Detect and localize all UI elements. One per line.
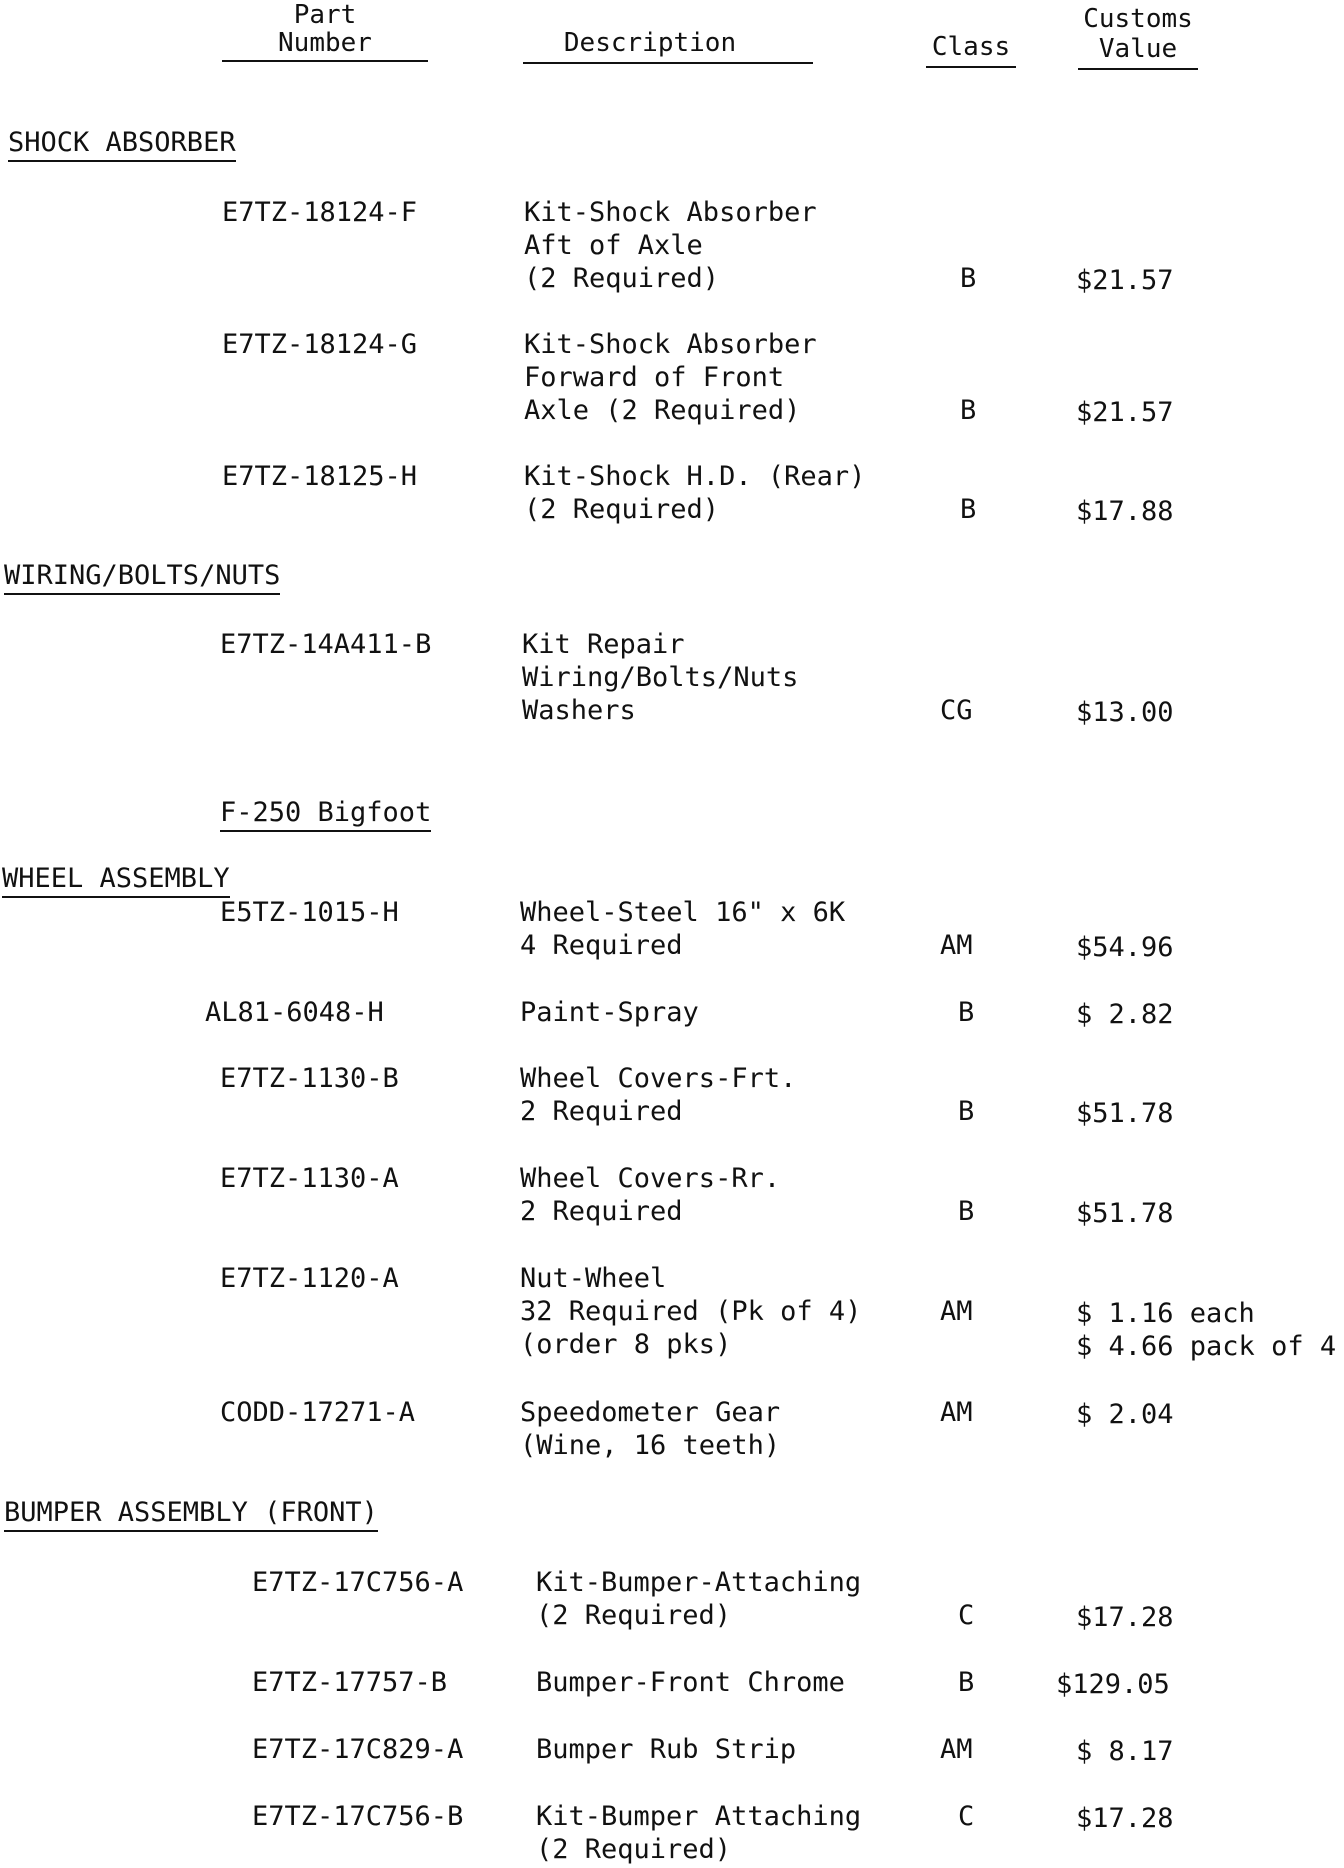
description-line: (2 Required) bbox=[524, 494, 720, 525]
description-line: 2 Required bbox=[520, 1096, 683, 1127]
description bbox=[520, 1062, 796, 1128]
description bbox=[536, 1800, 861, 1866]
description-line: Forward of Front bbox=[524, 362, 785, 393]
description bbox=[520, 996, 699, 1029]
class-header-rule bbox=[926, 66, 1016, 68]
description-line: Nut-Wheel bbox=[520, 1263, 667, 1294]
part-number: E5TZ-1015-H bbox=[220, 897, 399, 928]
description-line: Wheel Covers-Rr. bbox=[520, 1163, 781, 1194]
customs-value-line: $ 4.66 pack of 4 bbox=[1076, 1331, 1337, 1362]
customs-value-line: $17.88 bbox=[1076, 496, 1174, 527]
customs-value-line: $17.28 bbox=[1076, 1602, 1174, 1633]
customs-value-line: $51.78 bbox=[1076, 1098, 1174, 1129]
description-line: Kit Repair bbox=[522, 629, 685, 660]
customs-value bbox=[1076, 1735, 1174, 1768]
customs-value-line: $51.78 bbox=[1076, 1198, 1174, 1229]
part-number-header-line1: Part bbox=[293, 0, 357, 30]
description-line: Kit-Bumper-Attaching bbox=[536, 1567, 862, 1598]
section-heading-wiring: WIRING/BOLTS/NUTS bbox=[4, 559, 280, 595]
class-code: B bbox=[958, 1667, 975, 1698]
customs-value bbox=[1076, 264, 1174, 297]
description bbox=[524, 328, 817, 427]
part-number: E7TZ-14A411-B bbox=[220, 629, 432, 660]
description bbox=[536, 1566, 861, 1632]
description bbox=[524, 460, 865, 526]
description bbox=[536, 1666, 845, 1699]
customs-value-header-line1: Customs bbox=[1083, 4, 1193, 34]
customs-value bbox=[1076, 1197, 1174, 1230]
customs-value bbox=[1076, 998, 1174, 1031]
part-number-header-rule bbox=[222, 60, 428, 62]
part-number: CODD-17271-A bbox=[220, 1397, 416, 1428]
class-code: AM bbox=[940, 930, 973, 961]
description-line: Bumper Rub Strip bbox=[536, 1734, 797, 1765]
description bbox=[520, 1262, 861, 1361]
customs-value-line: $129.05 bbox=[1056, 1669, 1170, 1700]
section-heading-bumper-assembly: BUMPER ASSEMBLY (FRONT) bbox=[4, 1496, 378, 1532]
customs-value-line: $21.57 bbox=[1076, 397, 1174, 428]
part-number: E7TZ-17C756-A bbox=[252, 1567, 464, 1598]
customs-value-line: $ 1.16 each bbox=[1076, 1298, 1255, 1329]
customs-value bbox=[1076, 495, 1174, 528]
description-line: Kit-Shock H.D. (Rear) bbox=[524, 461, 866, 492]
customs-value bbox=[1076, 931, 1174, 964]
class-code: B bbox=[960, 494, 977, 525]
customs-value bbox=[1076, 1097, 1174, 1130]
class-code: C bbox=[958, 1600, 975, 1631]
description bbox=[524, 196, 817, 295]
customs-value-header-line2: Value bbox=[1098, 34, 1178, 64]
description-line: (2 Required) bbox=[524, 263, 720, 294]
description-line: 32 Required (Pk of 4) bbox=[520, 1296, 862, 1327]
description-line: Axle (2 Required) bbox=[524, 395, 801, 426]
customs-value bbox=[1076, 1802, 1174, 1835]
description-line: 2 Required bbox=[520, 1196, 683, 1227]
description-line: Washers bbox=[522, 695, 636, 726]
description bbox=[520, 1162, 780, 1228]
description-line: Bumper-Front Chrome bbox=[536, 1667, 845, 1698]
class-code: B bbox=[958, 1196, 975, 1227]
description bbox=[522, 628, 798, 727]
customs-value-line: $21.57 bbox=[1076, 265, 1174, 296]
customs-value-line: $17.28 bbox=[1076, 1803, 1174, 1834]
description bbox=[520, 896, 845, 962]
customs-value bbox=[1076, 1297, 1336, 1363]
description bbox=[520, 1396, 780, 1462]
description bbox=[536, 1733, 796, 1766]
description-line: (2 Required) bbox=[536, 1834, 732, 1865]
customs-value bbox=[1076, 396, 1174, 429]
section-heading-wheel-assembly: WHEEL ASSEMBLY bbox=[2, 862, 230, 898]
part-number: E7TZ-17757-B bbox=[252, 1667, 448, 1698]
description-line: (2 Required) bbox=[536, 1600, 732, 1631]
part-number: E7TZ-1120-A bbox=[220, 1263, 399, 1294]
customs-value-line: $ 8.17 bbox=[1076, 1736, 1174, 1767]
part-number: E7TZ-17C756-B bbox=[252, 1801, 464, 1832]
description-line: Speedometer Gear bbox=[520, 1397, 781, 1428]
description-header-rule bbox=[523, 62, 813, 64]
description-line: Kit-Bumper Attaching bbox=[536, 1801, 862, 1832]
customs-value bbox=[1076, 696, 1174, 729]
part-number: AL81-6048-H bbox=[205, 997, 384, 1028]
class-code: B bbox=[958, 997, 975, 1028]
class-code: B bbox=[958, 1096, 975, 1127]
description-line: Paint-Spray bbox=[520, 997, 699, 1028]
class-code: AM bbox=[940, 1296, 973, 1327]
customs-value-header-rule bbox=[1078, 68, 1198, 70]
part-number: E7TZ-1130-A bbox=[220, 1163, 399, 1194]
class-header: Class bbox=[931, 32, 1011, 62]
part-number: E7TZ-17C829-A bbox=[252, 1734, 464, 1765]
class-code: B bbox=[960, 263, 977, 294]
customs-value-line: $ 2.04 bbox=[1076, 1399, 1174, 1430]
customs-value bbox=[1076, 1398, 1174, 1431]
section-heading-shock-absorber: SHOCK ABSORBER bbox=[8, 126, 236, 162]
customs-value bbox=[1056, 1668, 1170, 1701]
description-header: Description bbox=[563, 28, 737, 58]
description-line: Aft of Axle bbox=[524, 230, 703, 261]
class-code: C bbox=[958, 1801, 975, 1832]
part-number: E7TZ-18125-H bbox=[222, 461, 418, 492]
class-code: AM bbox=[940, 1734, 973, 1765]
customs-value bbox=[1076, 1601, 1174, 1634]
customs-value-line: $13.00 bbox=[1076, 697, 1174, 728]
part-number: E7TZ-18124-G bbox=[222, 329, 418, 360]
part-number-header-line2: Number bbox=[278, 28, 372, 58]
class-code: CG bbox=[940, 695, 973, 726]
part-number: E7TZ-1130-B bbox=[220, 1063, 399, 1094]
description-line: Kit-Shock Absorber bbox=[524, 197, 817, 228]
customs-value-line: $ 2.82 bbox=[1076, 999, 1174, 1030]
description-line: (Wine, 16 teeth) bbox=[520, 1430, 781, 1461]
description-line: Kit-Shock Absorber bbox=[524, 329, 817, 360]
class-code: AM bbox=[940, 1397, 973, 1428]
customs-value-line: $54.96 bbox=[1076, 932, 1174, 963]
class-code: B bbox=[960, 395, 977, 426]
description-line: Wheel-Steel 16" x 6K bbox=[520, 897, 846, 928]
description-line: 4 Required bbox=[520, 930, 683, 961]
part-number: E7TZ-18124-F bbox=[222, 197, 418, 228]
section-subtitle-f250-bigfoot: F-250 Bigfoot bbox=[220, 796, 431, 832]
description-line: (order 8 pks) bbox=[520, 1329, 732, 1360]
description-line: Wheel Covers-Frt. bbox=[520, 1063, 797, 1094]
description-line: Wiring/Bolts/Nuts bbox=[522, 662, 799, 693]
